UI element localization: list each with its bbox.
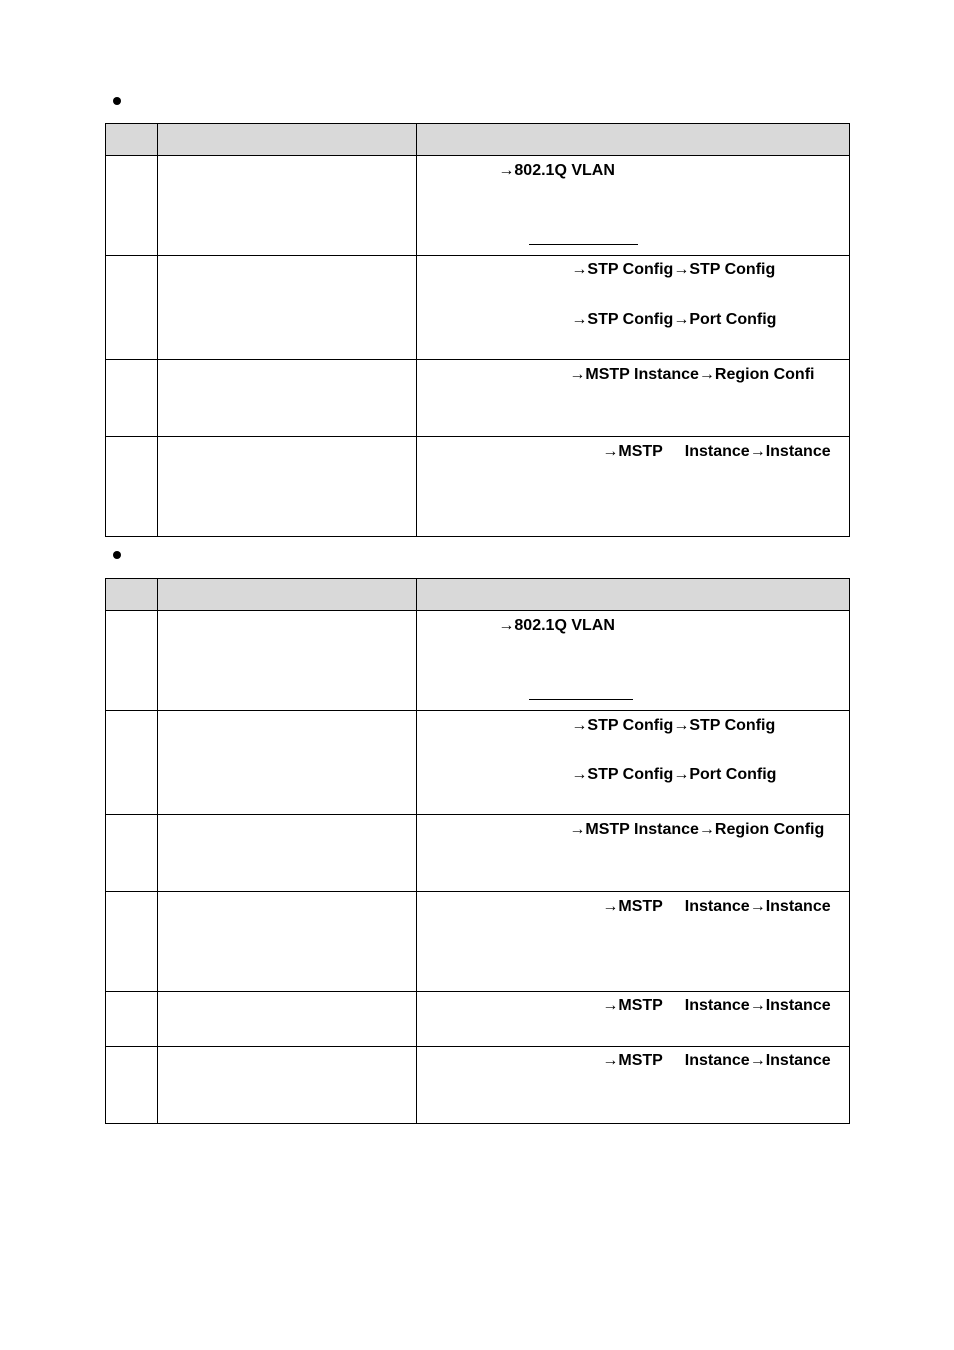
bullet-section-2: [113, 551, 121, 559]
menu-path-port-config: →STP Config→Port Config: [571, 766, 777, 783]
header-description: [417, 579, 850, 611]
description-cell: [417, 892, 850, 992]
bullet-section-1: [113, 97, 121, 105]
menu-path-instance: →MSTP Instance→Instance: [602, 898, 831, 915]
description-cell: [417, 256, 850, 360]
operation-cell: [158, 611, 417, 711]
table-header-row: [106, 124, 850, 156]
step-cell: [106, 256, 158, 360]
operation-cell: [158, 992, 417, 1047]
header-step: [106, 124, 158, 156]
menu-path-instance: →MSTP Instance→Instance: [602, 997, 831, 1014]
table-row: [106, 711, 850, 815]
step-cell: [106, 611, 158, 711]
step-cell: [106, 156, 158, 256]
link-underline: [529, 699, 633, 700]
menu-path-region-config: →MSTP Instance→Region Confi: [569, 366, 815, 383]
description-cell: [417, 992, 850, 1047]
description-cell: [417, 1047, 850, 1124]
menu-path-stp-config: →STP Config→STP Config: [571, 261, 776, 278]
table-row: [106, 156, 850, 256]
header-operation: [158, 124, 417, 156]
menu-path-port-config: →STP Config→Port Config: [571, 311, 777, 328]
table-row: [106, 892, 850, 992]
step-cell: [106, 1047, 158, 1124]
header-operation: [158, 579, 417, 611]
menu-path-stp-config: →STP Config→STP Config: [571, 717, 776, 734]
table-row: [106, 1047, 850, 1124]
config-steps-table-1: [105, 123, 850, 537]
operation-cell: [158, 437, 417, 537]
menu-path-instance: →MSTP Instance→Instance: [602, 443, 831, 460]
table-row: [106, 815, 850, 892]
operation-cell: [158, 256, 417, 360]
operation-cell: [158, 815, 417, 892]
header-description: [417, 124, 850, 156]
table-row: [106, 611, 850, 711]
menu-path-instance: →MSTP Instance→Instance: [602, 1052, 831, 1069]
description-cell: [417, 360, 850, 437]
link-underline: [529, 244, 638, 245]
table-row: [106, 360, 850, 437]
operation-cell: [158, 711, 417, 815]
description-cell: [417, 156, 850, 256]
table-header-row: [106, 579, 850, 611]
operation-cell: [158, 156, 417, 256]
step-cell: [106, 992, 158, 1047]
step-cell: [106, 711, 158, 815]
step-cell: [106, 892, 158, 992]
description-cell: [417, 815, 850, 892]
table-row: [106, 437, 850, 537]
step-cell: [106, 815, 158, 892]
step-cell: [106, 437, 158, 537]
operation-cell: [158, 892, 417, 992]
operation-cell: [158, 360, 417, 437]
table-row: [106, 256, 850, 360]
config-steps-table-2: [105, 578, 850, 1124]
operation-cell: [158, 1047, 417, 1124]
menu-path-region-config: →MSTP Instance→Region Config: [569, 821, 825, 838]
step-cell: [106, 360, 158, 437]
description-cell: [417, 611, 850, 711]
menu-path-vlan: →802.1Q VLAN: [498, 162, 615, 179]
description-cell: [417, 437, 850, 537]
header-step: [106, 579, 158, 611]
table-row: [106, 992, 850, 1047]
menu-path-vlan: →802.1Q VLAN: [498, 617, 615, 634]
description-cell: [417, 711, 850, 815]
